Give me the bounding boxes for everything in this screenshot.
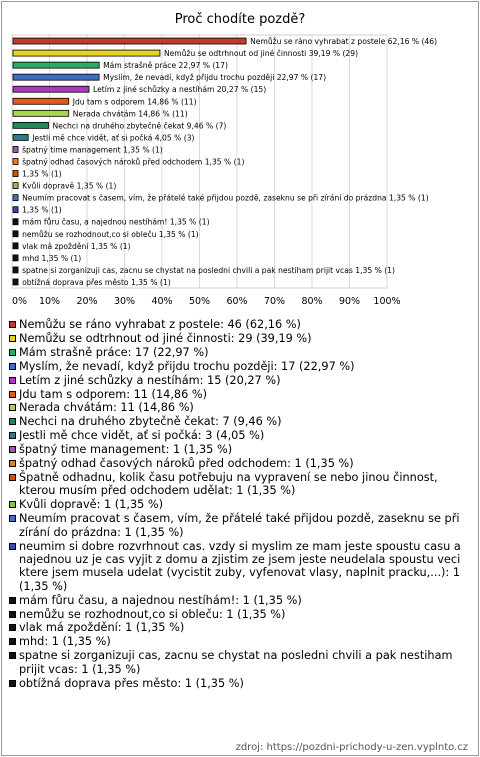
bar-label: Jestli mě chce vidět, ať si počká 4,05 % (3): [32, 133, 195, 143]
legend-item: [8, 594, 470, 607]
legend-swatch: [9, 543, 16, 550]
bar: [13, 62, 99, 68]
legend-item: [8, 608, 470, 621]
x-tick-label: 30%: [113, 296, 136, 307]
legend-swatch: [9, 321, 16, 328]
legend-item: [8, 649, 470, 676]
legend-item: [8, 621, 470, 634]
legend-swatch: [9, 363, 16, 370]
legend-item: [8, 429, 470, 442]
legend-label: Jestli mě chce vidět, ať si počká: 3 (4,05 %): [19, 429, 265, 443]
bar-label: Neumím pracovat s časem, vím, že přátelé také přijdou pozdě, zaseknu se při zírání do prázdna 1,35 % (1): [22, 193, 429, 203]
legend-swatch: [9, 349, 16, 356]
legend-label: Neumím pracovat s časem, vím, že přátelé také přijdou pozdě, zaseknu se při zírání do prázdna: 1 (1,35 %): [19, 512, 460, 539]
x-tick-label: 100%: [373, 296, 401, 307]
bar-label: Jdu tam s odporem 14,86 % (11): [72, 97, 197, 107]
bar-label: Letím z jiné schůzky a nestíhám 20,27 % (15): [93, 85, 267, 95]
legend-item: [8, 415, 470, 428]
legend-label: mám fůru času, a najednou nestíhám!: 1 (1,35 %): [19, 593, 302, 607]
legend-label: Nemůžu se odtrhnout od jiné činnosti: 29 (39,19 %): [19, 331, 312, 345]
legend-item: [8, 401, 470, 414]
legend-item: [8, 677, 470, 690]
chart-frame: [1, 1, 479, 756]
legend-swatch: [9, 624, 16, 631]
x-tick-label: 90%: [338, 296, 361, 307]
legend-item: [8, 443, 470, 456]
bar-label: Nechci na druhého zbytečně čekat 9,46 % (7): [52, 121, 227, 131]
legend-swatch: [9, 501, 16, 508]
legend-swatch: [9, 652, 16, 659]
legend-item: [8, 332, 470, 345]
bar: [13, 255, 18, 261]
legend-item: [8, 346, 470, 359]
bar-label: obtížná doprava přes město 1,35 % (1): [22, 277, 171, 287]
legend-swatch: [9, 446, 16, 453]
legend-label: Nerada chvátám: 11 (14,86 %): [19, 401, 194, 415]
bar: [13, 243, 18, 249]
bar: [13, 279, 18, 285]
x-tick-label: 80%: [301, 296, 323, 307]
bar-label: 1,35 % (1): [22, 169, 62, 179]
legend-label: Kvůli dopravě: 1 (1,35 %): [19, 498, 164, 512]
x-tick-label: 50%: [188, 296, 211, 307]
legend-swatch: [9, 680, 16, 687]
legend-swatch: [9, 418, 16, 425]
bar: [13, 110, 69, 116]
legend-label: Jdu tam s odporem: 11 (14,86 %): [19, 387, 208, 401]
legend-swatch: [9, 638, 16, 645]
legend-label: spatne si zorganizuji cas, zacnu se chystat na posledni chvili a pak nestiham prijit vcas: 1 (1,35 %): [19, 649, 453, 676]
legend-swatch: [9, 515, 16, 522]
bar-label: vlak má zpoždění 1,35 % (1): [22, 241, 131, 251]
x-tick-label: 60%: [226, 296, 248, 307]
bar-label: 1,35 % (1): [22, 205, 62, 215]
legend-item: [8, 374, 470, 387]
bar: [13, 50, 160, 56]
bar: [13, 74, 99, 80]
x-tick-label: 10%: [38, 296, 61, 307]
bar-label: Nemůžu se ráno vyhrabat z postele 62,16 % (46): [250, 37, 438, 47]
bar-label: Nerada chvátám 14,86 % (11): [72, 109, 188, 119]
bar-label: špatný odhad časových nároků před odchodem 1,35 % (1): [22, 157, 245, 167]
legend-swatch: [9, 611, 16, 618]
bar-label: nemůžu se rozhodnout,co si obleču 1,35 % (1): [22, 229, 199, 239]
legend-item: [8, 457, 470, 470]
legend-item: [8, 498, 470, 511]
bar-label: Kvůli dopravě 1,35 % (1): [22, 181, 117, 191]
legend-label: Mám strašně práce: 17 (22,97 %): [19, 345, 209, 359]
legend-label: obtížná doprava přes město: 1 (1,35 %): [19, 676, 244, 690]
legend-item: [8, 512, 470, 539]
legend-label: vlak má zpoždění: 1 (1,35 %): [19, 621, 185, 635]
bar-chart: [2, 2, 478, 312]
legend-label: Nemůžu se ráno vyhrabat z postele: 46 (62,16 %): [19, 318, 301, 331]
legend-label: Špatně odhadnu, kolik času potřebuju na vypravení se nebo jinou činnost, kterou musím před odchodem udělat: 1 (1,35 %): [19, 470, 438, 498]
bar: [13, 267, 18, 273]
legend-swatch: [9, 404, 16, 411]
chart-legend: [8, 318, 470, 690]
bar: [13, 146, 18, 152]
legend-swatch: [9, 597, 16, 604]
x-tick-label: 70%: [263, 296, 286, 307]
bar-label: mhd 1,35 % (1): [22, 253, 82, 263]
bar: [13, 98, 69, 104]
bar: [13, 122, 48, 128]
chart-title: Proč chodíte pozdě?: [174, 12, 306, 27]
bar: [13, 86, 89, 92]
bar: [13, 159, 18, 165]
legend-swatch: [9, 432, 16, 439]
legend-label: Myslím, že nevadí, když přijdu trochu později: 17 (22,97 %): [19, 359, 355, 373]
bar-label: Nemůžu se odtrhnout od jiné činnosti 39,19 % (29): [163, 49, 359, 59]
bar: [13, 171, 18, 177]
bar: [13, 134, 28, 140]
legend-label: Nechci na druhého zbytečně čekat: 7 (9,46 %): [19, 415, 282, 429]
legend-item: [8, 388, 470, 401]
legend-item: [8, 635, 470, 648]
bar-label: Mám strašně práce 22,97 % (17): [103, 61, 228, 71]
legend-swatch: [9, 460, 16, 467]
legend-label: špatný odhad časových nároků před odchodem: 1 (1,35 %): [19, 457, 354, 471]
bar: [13, 195, 18, 201]
legend-item: [8, 360, 470, 373]
bar: [13, 183, 18, 189]
x-tick-label: 20%: [76, 296, 98, 307]
legend-item: [8, 540, 470, 594]
legend-item: [8, 471, 470, 498]
legend-swatch: [9, 474, 16, 481]
bar-label: spatne si zorganizuji cas, zacnu se chystat na posledni chvili a pak nestiham prijit vcas 1,35 % (1): [22, 265, 395, 275]
legend-label: mhd: 1 (1,35 %): [19, 635, 111, 649]
x-tick-label: 40%: [151, 296, 173, 307]
x-tick-label: 0%: [12, 296, 28, 307]
legend-label: nemůžu se rozhodnout,co si obleču: 1 (1,35 %): [19, 607, 286, 621]
bar-label: mám fůru času, a najednou nestíhám! 1,35 % (1): [22, 217, 210, 227]
bar: [13, 231, 18, 237]
legend-label: neumim si dobre rozvrhnout cas. vzdy si myslim ze mam jeste spoustu casu a najednou uz je cas vyjit z domu a zjistim ze jsem jeste neudelala spoustu veci ktere jsem musela udelat (vycistit zuby, vyfenovat vlasy, naplnit pracku,...): 1 (1,35 %): [19, 539, 461, 593]
legend-label: špatný time management: 1 (1,35 %): [19, 443, 233, 457]
bar-label: špatný time management 1,35 % (1): [22, 145, 163, 155]
legend-swatch: [9, 335, 16, 342]
legend-item: [8, 318, 470, 331]
bar: [13, 207, 18, 213]
legend-swatch: [9, 377, 16, 384]
bar: [13, 38, 246, 44]
legend-label: Letím z jiné schůzky a nestíhám: 15 (20,27 %): [19, 373, 281, 387]
source-note: zdroj: https://pozdni-prichody-u-zen.vyplnto.cz: [235, 742, 468, 753]
bar: [13, 219, 18, 225]
legend-swatch: [9, 391, 16, 398]
bar-label: Myslím, že nevadí, když přijdu trochu později 22,97 % (17): [103, 73, 327, 83]
